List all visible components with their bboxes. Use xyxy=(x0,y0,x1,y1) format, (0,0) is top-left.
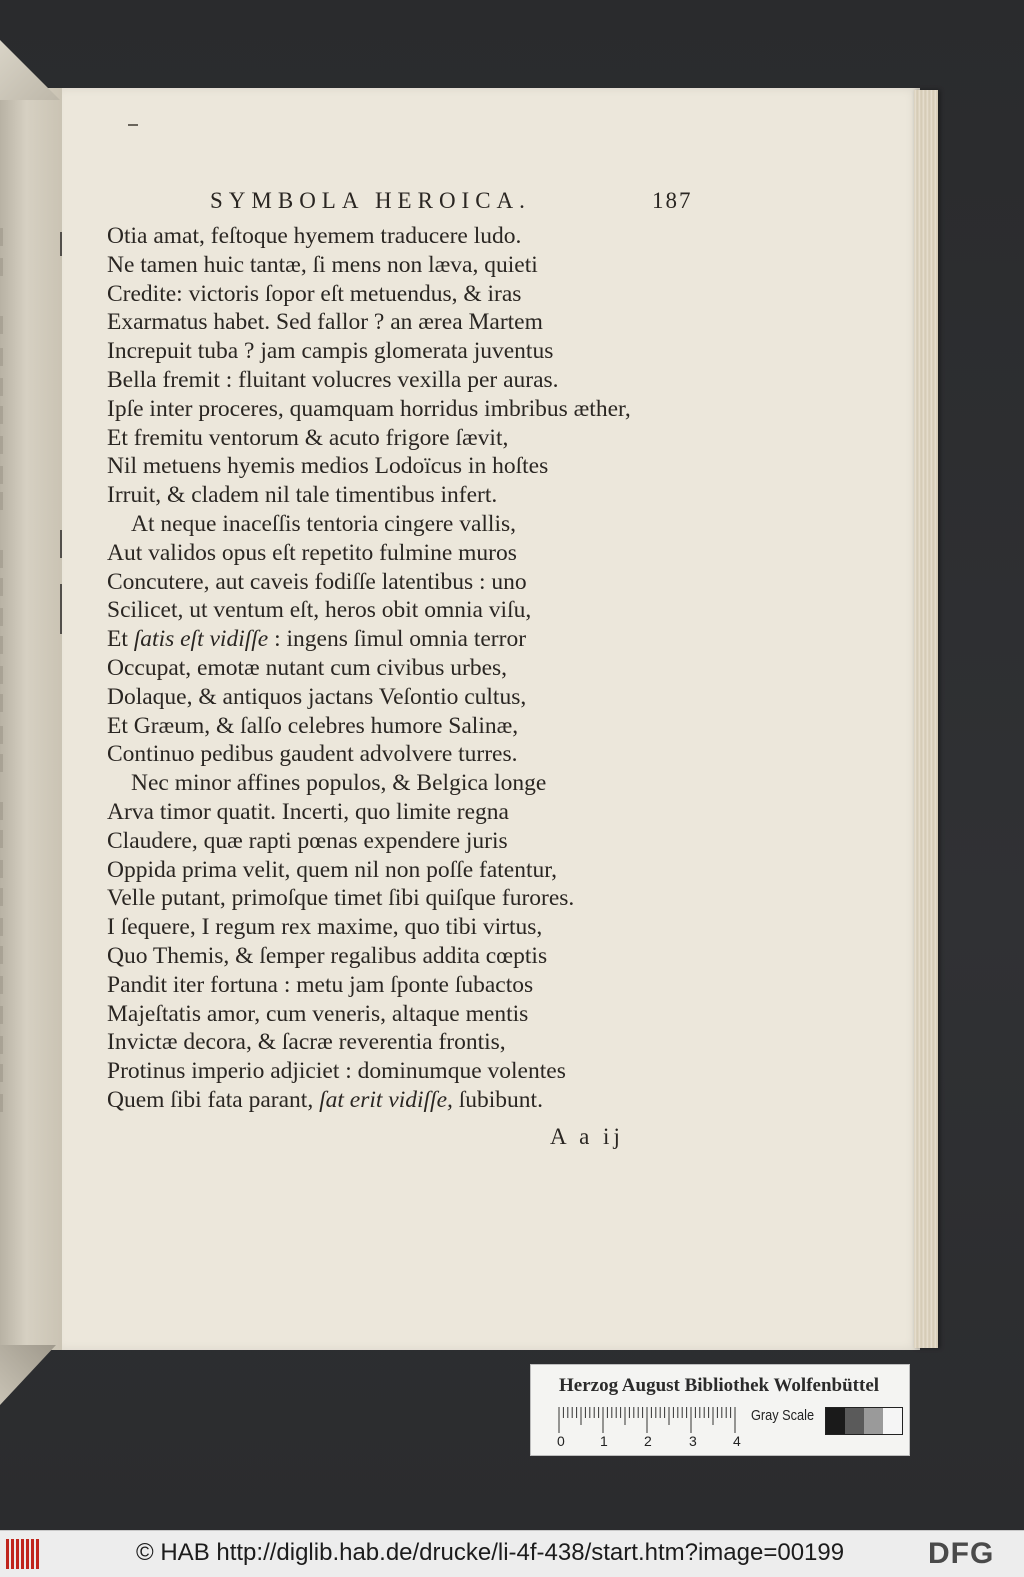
page-block-edge xyxy=(914,90,938,1348)
gutter-mark xyxy=(60,232,62,256)
verse-line-mixed xyxy=(107,1086,747,1115)
verse-line: Quo Themis, & ſemper regalibus addita cœptis xyxy=(107,942,548,969)
verse-line: Bella fremit : fluitant volucres vexilla per auras. xyxy=(107,366,559,393)
printer-mark xyxy=(128,124,138,126)
verse-line: Exarmatus habet. Sed fallor ? an ærea Martem xyxy=(107,309,543,336)
swatch-white xyxy=(883,1408,902,1434)
verse-line-mixed xyxy=(107,625,747,654)
verse-line: Nil metuens hyemis medios Lodoïcus in hoſtes xyxy=(107,453,549,480)
gray-scale-swatches xyxy=(825,1407,903,1435)
gutter-mark xyxy=(60,530,62,558)
verse-line: Ipſe inter proceres, quamquam horridus imbribus æther, xyxy=(107,395,631,422)
verse-line: Continuo pedibus gaudent advolvere turres. xyxy=(107,741,518,768)
verse-line: At neque inaceſſis tentoria cingere vallis, xyxy=(131,510,516,537)
measurement-ruler xyxy=(557,1405,743,1433)
footer-bar xyxy=(0,1530,1024,1577)
verse-line: Credite: victoris ſopor eſt metuendus, & iras xyxy=(107,280,522,307)
verse-line: I ſequere, I regum rex maxime, quo tibi virtus, xyxy=(107,914,543,941)
hab-logo-icon xyxy=(6,1539,44,1569)
dfg-logo: DFG xyxy=(928,1537,995,1570)
swatch-dark-gray xyxy=(845,1408,864,1434)
verse-line: Oppida prima velit, quem nil non poſſe fatentur, xyxy=(107,856,558,883)
verse-line: Concutere, aut caveis fodiſſe latentibus : uno xyxy=(107,568,527,595)
page-number: 187 xyxy=(652,188,693,213)
left-page-edge xyxy=(0,88,66,1350)
italic-phrase: ſatis eſt vidiſſe xyxy=(133,626,269,653)
ruler-number: 2 xyxy=(644,1433,652,1449)
verse-line: Scilicet, ut ventum eſt, heros obit omnia viſu, xyxy=(107,597,532,624)
verse-line: Otia amat, feſtoque hyemem traducere ludo. xyxy=(107,223,522,249)
verse-line: Invictæ decora, & ſacræ reverentia frontis, xyxy=(107,1029,506,1056)
verse-line: Dolaque, & antiquos jactans Veſontio cultus, xyxy=(107,683,527,710)
verse-fragment: Quem ſibi fata parant, xyxy=(107,1086,320,1113)
verse-line: Occupat, emotæ nutant cum civibus urbes, xyxy=(107,654,508,681)
gutter-mark xyxy=(60,584,62,634)
gray-scale-label: Gray Scale xyxy=(751,1407,815,1424)
verse-line: Claudere, quæ rapti pœnas expendere juris xyxy=(107,827,508,854)
card-title: Herzog August Bibliothek Wolfenbüttel xyxy=(559,1375,880,1396)
verse-line: Increpuit tuba ? jam campis glomerata juventus xyxy=(107,338,554,365)
verse-line: Protinus imperio adjiciet : dominumque volentes xyxy=(107,1058,566,1085)
ruler-number: 0 xyxy=(557,1433,565,1449)
color-reference-card xyxy=(530,1364,910,1456)
copyright-link[interactable]: © HAB http://diglib.hab.de/drucke/li-4f-438/start.htm?image=00199 xyxy=(136,1539,845,1566)
verse-fragment: : ingens ſimul omnia terror xyxy=(268,626,527,653)
ruler-number: 4 xyxy=(733,1433,741,1449)
verse-line: Nec minor affines populos, & Belgica longe xyxy=(131,770,547,797)
verse-line: Et fremitu ventorum & acuto frigore ſævit, xyxy=(107,424,509,451)
ruler-number: 3 xyxy=(689,1433,697,1449)
verse-fragment: ſubibunt. xyxy=(452,1086,543,1113)
verse-line: Et Græum, & ſalſo celebres humore Salinæ, xyxy=(107,712,519,739)
verse-text xyxy=(107,222,747,1115)
swatch-light-gray xyxy=(864,1408,883,1434)
verse-line: Arva timor quatit. Incerti, quo limite regna xyxy=(107,798,509,825)
ruler-ticks xyxy=(557,1405,743,1433)
verse-line: Irruit, & cladem nil tale timentibus infert. xyxy=(107,482,498,509)
swatch-black xyxy=(826,1408,845,1434)
running-head: SYMBOLA HEROICA. xyxy=(210,188,531,213)
ruler-number: 1 xyxy=(600,1433,608,1449)
verse-line: Velle putant, primoſque timet ſibi quiſque furores. xyxy=(107,885,575,912)
verse-line: Aut validos opus eſt repetito fulmine muros xyxy=(107,539,517,566)
signature-mark: A a ij xyxy=(550,1124,624,1149)
verse-line: Majeſtatis amor, cum veneris, altaque mentis xyxy=(107,1000,529,1027)
verse-fragment: Et xyxy=(107,626,134,653)
verse-line: Ne tamen huic tantæ, ſi mens non læva, quieti xyxy=(107,251,538,278)
italic-phrase: ſat erit vidiſſe, xyxy=(319,1086,453,1113)
verse-line: Pandit iter fortuna : metu jam ſponte ſubactos xyxy=(107,971,534,998)
